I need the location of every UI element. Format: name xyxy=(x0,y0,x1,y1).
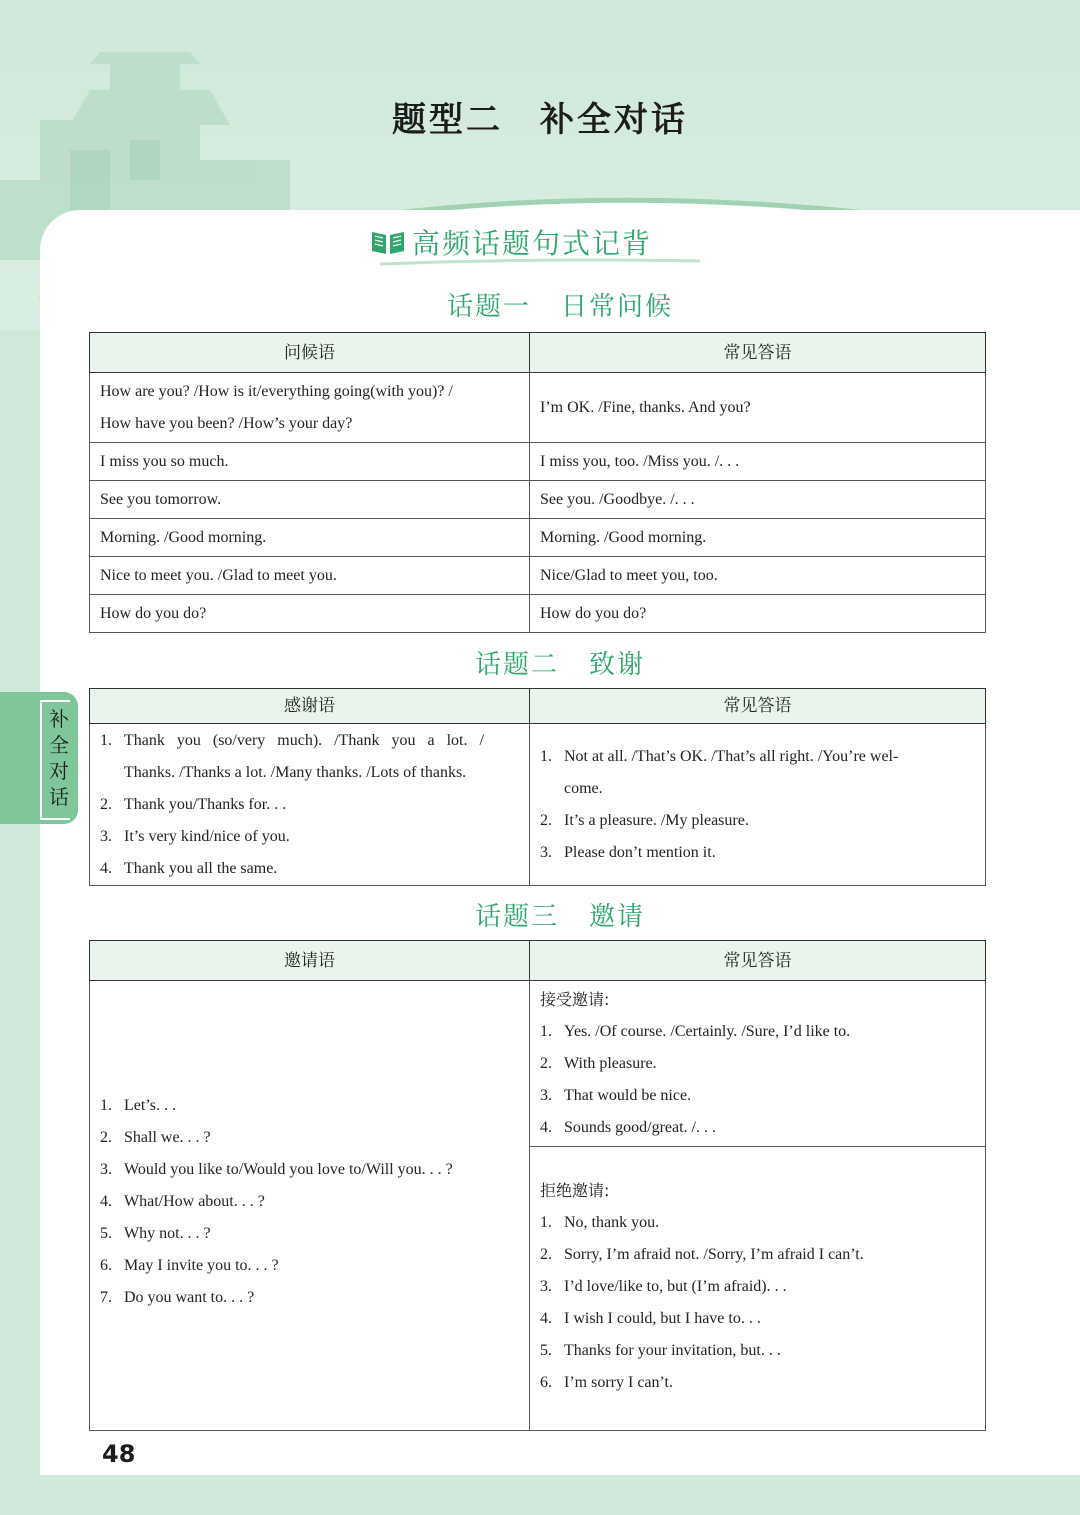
table-cell: I miss you so much. xyxy=(90,443,530,481)
list-text: It’s a pleasure. /My pleasure. xyxy=(564,811,749,829)
list-text: come. xyxy=(564,779,603,797)
page-title: 题型二 补全对话 xyxy=(392,100,688,140)
list-number: 4. xyxy=(540,1310,552,1327)
table-row xyxy=(90,981,986,1147)
list-text: With pleasure. xyxy=(564,1055,657,1072)
list-item xyxy=(100,1282,519,1314)
list-number: 1. xyxy=(100,1096,112,1114)
list-text: Would you like to/Would you love to/Will you. . . ? xyxy=(124,1160,453,1178)
table-row xyxy=(90,595,986,633)
table-row xyxy=(90,443,986,481)
list-number: 3. xyxy=(100,1160,112,1178)
list-number: 4. xyxy=(100,1192,112,1210)
topic2-title xyxy=(20,644,1080,681)
list-number: 4. xyxy=(100,859,112,877)
list-number: 6. xyxy=(540,1374,552,1391)
table-row xyxy=(90,724,986,886)
topic2-label: 话题二 xyxy=(474,650,559,680)
list-text: May I invite you to. . . ? xyxy=(124,1256,279,1274)
list-item xyxy=(100,1154,519,1186)
list-item xyxy=(540,1080,975,1112)
topic1-col1-header: 问候语 xyxy=(90,333,530,373)
list-number: 5. xyxy=(540,1342,552,1359)
list-number: 6. xyxy=(100,1256,112,1274)
list-item xyxy=(100,725,519,789)
list-number: 5. xyxy=(100,1224,112,1242)
list-item xyxy=(540,1239,975,1271)
book-icon xyxy=(370,228,406,256)
page-number: 48 xyxy=(102,1440,136,1468)
table-row xyxy=(90,557,986,595)
topic3-label: 话题三 xyxy=(474,902,559,932)
list-text: Thank you (so/very much). /Thank you a lot. / xyxy=(124,731,484,749)
list-item xyxy=(540,837,975,869)
list-item xyxy=(100,1250,519,1282)
table-row xyxy=(90,373,986,443)
list-item xyxy=(540,1207,975,1239)
list-item xyxy=(100,1122,519,1154)
list-item xyxy=(100,1218,519,1250)
topic3-col1-header: 邀请语 xyxy=(90,941,530,981)
table-cell: See you. /Goodbye. /. . . xyxy=(530,481,986,519)
refuse-label: 拒绝邀请: xyxy=(540,1181,610,1200)
list-item xyxy=(100,821,519,853)
list-text: I’m sorry I can’t. xyxy=(564,1374,673,1391)
list-text: Thanks. /Thanks a lot. /Many thanks. /Lots of thanks. xyxy=(124,763,467,781)
list-text: I wish I could, but I have to. . . xyxy=(564,1310,761,1327)
list-number: 3. xyxy=(100,827,112,845)
list-text: Thank you all the same. xyxy=(124,859,278,877)
list-text: Yes. /Of course. /Certainly. /Sure, I’d like to. xyxy=(564,1023,851,1040)
list-item xyxy=(540,1271,975,1303)
topic1-col2-header: 常见答语 xyxy=(530,333,986,373)
table-cell: Morning. /Good morning. xyxy=(90,519,530,557)
list-number: 1. xyxy=(540,1214,552,1231)
list-number: 3. xyxy=(540,843,552,861)
topic1-title xyxy=(20,286,1080,323)
list-item xyxy=(540,1367,975,1399)
list-item xyxy=(100,1186,519,1218)
list-number: 1. xyxy=(100,731,112,749)
topic2-col2-header: 常见答语 xyxy=(530,689,986,724)
topic3-title xyxy=(20,896,1080,933)
list-text: I’d love/like to, but (I’m afraid). . . xyxy=(564,1278,787,1295)
list-item xyxy=(540,1112,975,1144)
list-number: 2. xyxy=(100,1128,112,1146)
table-cell: How do you do? xyxy=(530,595,986,633)
list-number: 3. xyxy=(540,1087,552,1104)
accept-label: 接受邀请: xyxy=(540,990,610,1009)
list-text: Sounds good/great. /. . . xyxy=(564,1119,716,1136)
list-text: What/How about. . . ? xyxy=(124,1192,265,1210)
list-text: Thanks for your invitation, but. . . xyxy=(564,1342,781,1359)
list-number: 4. xyxy=(540,1119,552,1136)
list-text: Why not. . . ? xyxy=(124,1224,211,1242)
section-heading-text: 高频话题句式记背 xyxy=(412,227,653,260)
list-item xyxy=(540,1335,975,1367)
table-cell: How do you do? xyxy=(90,595,530,633)
list-number: 2. xyxy=(540,811,552,829)
list-number: 2. xyxy=(540,1055,552,1072)
list-text: Do you want to. . . ? xyxy=(124,1288,255,1306)
list-item xyxy=(100,853,519,885)
table-cell xyxy=(90,373,530,443)
topic1-table xyxy=(89,332,986,633)
table-cell: I’m OK. /Fine, thanks. And you? xyxy=(530,373,986,443)
topic2-col1-header: 感谢语 xyxy=(90,689,530,724)
topic2-name: 致谢 xyxy=(589,650,646,680)
list-text: No, thank you. xyxy=(564,1214,660,1231)
list-number: 1. xyxy=(540,747,552,765)
section-heading xyxy=(370,222,652,262)
list-item xyxy=(100,1090,519,1122)
table-row xyxy=(90,481,986,519)
topic3-col2-header: 常见答语 xyxy=(530,941,986,981)
cell-text: How are you? /How is it/everything going(with you)? / xyxy=(100,382,453,400)
list-text: Sorry, I’m afraid not. /Sorry, I’m afraid I can’t. xyxy=(564,1246,864,1263)
list-number: 1. xyxy=(540,1023,552,1040)
list-text: It’s very kind/nice of you. xyxy=(124,827,290,845)
table-cell xyxy=(530,981,986,1147)
topic3-name: 邀请 xyxy=(589,902,646,932)
list-text: That would be nice. xyxy=(564,1087,692,1104)
list-number: 3. xyxy=(540,1278,552,1295)
table-row xyxy=(90,519,986,557)
list-text: Let’s. . . xyxy=(124,1096,176,1114)
list-item xyxy=(100,789,519,821)
list-text: Shall we. . . ? xyxy=(124,1128,211,1146)
table-cell: I miss you, too. /Miss you. /. . . xyxy=(530,443,986,481)
cell-text: How have you been? /How’s your day? xyxy=(100,414,353,432)
table-cell xyxy=(530,1147,986,1431)
list-text: Please don’t mention it. xyxy=(564,843,716,861)
table-cell: Nice to meet you. /Glad to meet you. xyxy=(90,557,530,595)
table-cell xyxy=(530,724,986,886)
list-text: Thank you/Thanks for. . . xyxy=(124,795,287,813)
footer-band xyxy=(0,1475,1080,1515)
list-item xyxy=(540,741,975,805)
list-item xyxy=(540,1016,975,1048)
side-tab-label: 补全对话 xyxy=(49,707,69,809)
list-item xyxy=(540,805,975,837)
topic1-name: 日常问候 xyxy=(561,292,674,322)
list-number: 7. xyxy=(100,1288,112,1306)
heading-underline xyxy=(380,258,700,266)
list-item xyxy=(540,1303,975,1335)
table-cell: Morning. /Good morning. xyxy=(530,519,986,557)
topic1-label: 话题一 xyxy=(446,292,531,322)
table-cell: Nice/Glad to meet you, too. xyxy=(530,557,986,595)
list-number: 2. xyxy=(100,795,112,813)
table-cell xyxy=(90,981,530,1431)
side-tab xyxy=(0,692,78,824)
topic3-table xyxy=(89,940,986,1431)
list-item xyxy=(540,1048,975,1080)
list-text: Not at all. /That’s OK. /That’s all right. /You’re wel- xyxy=(564,747,899,765)
table-cell: See you tomorrow. xyxy=(90,481,530,519)
table-cell xyxy=(90,724,530,886)
topic2-table xyxy=(89,688,986,886)
list-number: 2. xyxy=(540,1246,552,1263)
